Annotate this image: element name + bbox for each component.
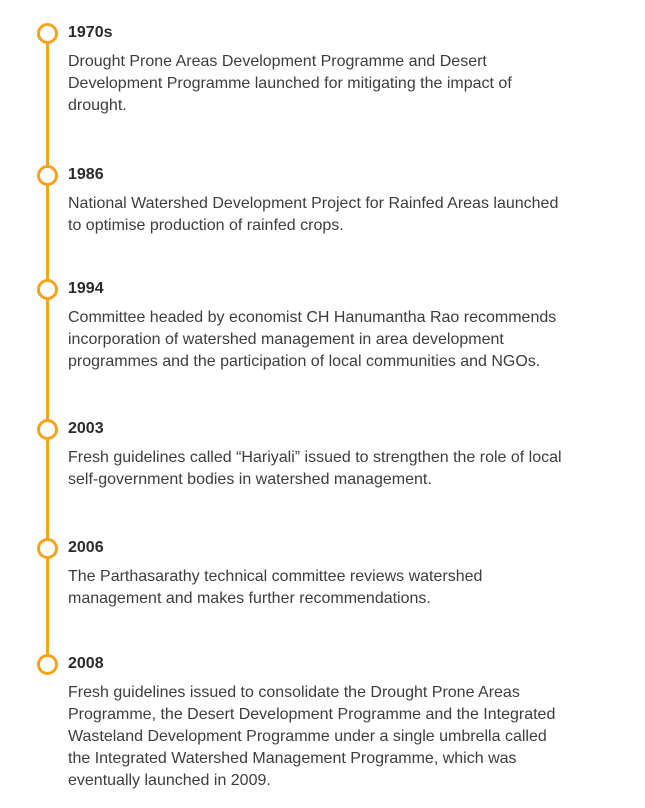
event-description-line: management and makes further recommendations. [68,590,431,607]
event-description-line: Drought Prone Areas Development Programme and Desert [68,53,487,70]
event-description [68,682,628,792]
event-description-line: eventually launched in 2009. [68,772,271,789]
timeline-marker-icon [37,165,58,186]
event-description [68,447,628,491]
event-description [68,51,628,117]
event-description-line: National Watershed Development Project for Rainfed Areas launched [68,195,559,212]
timeline-marker-icon [37,654,58,675]
timeline-marker-icon [37,538,58,559]
event-year: 1986 [68,166,104,183]
event-year: 1994 [68,280,104,297]
event-description [68,307,628,373]
event-year: 1970s [68,24,113,41]
timeline-line [46,44,49,664]
event-year: 2003 [68,420,104,437]
event-description-line: incorporation of watershed management in area development [68,331,504,348]
timeline-marker-icon [37,419,58,440]
event-description-line: Wasteland Development Programme under a single umbrella called [68,728,547,745]
event-description-line: to optimise production of rainfed crops. [68,217,344,234]
event-year: 2006 [68,539,104,556]
timeline-marker-icon [37,23,58,44]
event-description-line: Fresh guidelines issued to consolidate the Drought Prone Areas [68,684,520,701]
event-year: 2008 [68,655,104,672]
event-description [68,193,628,237]
event-description [68,566,628,610]
event-description-line: the Integrated Watershed Management Programme, which was [68,750,517,767]
event-description-line: Development Programme launched for mitigating the impact of [68,75,512,92]
event-description-line: self-government bodies in watershed management. [68,471,432,488]
timeline-marker-icon [37,279,58,300]
event-description-line: programmes and the participation of local communities and NGOs. [68,353,541,370]
event-description-line: drought. [68,97,127,114]
event-description-line: Committee headed by economist CH Hanumantha Rao recommends [68,309,557,326]
event-description-line: The Parthasarathy technical committee reviews watershed [68,568,483,585]
event-description-line: Fresh guidelines called “Hariyali” issued to strengthen the role of local [68,449,562,466]
event-description-line: Programme, the Desert Development Programme and the Integrated [68,706,556,723]
